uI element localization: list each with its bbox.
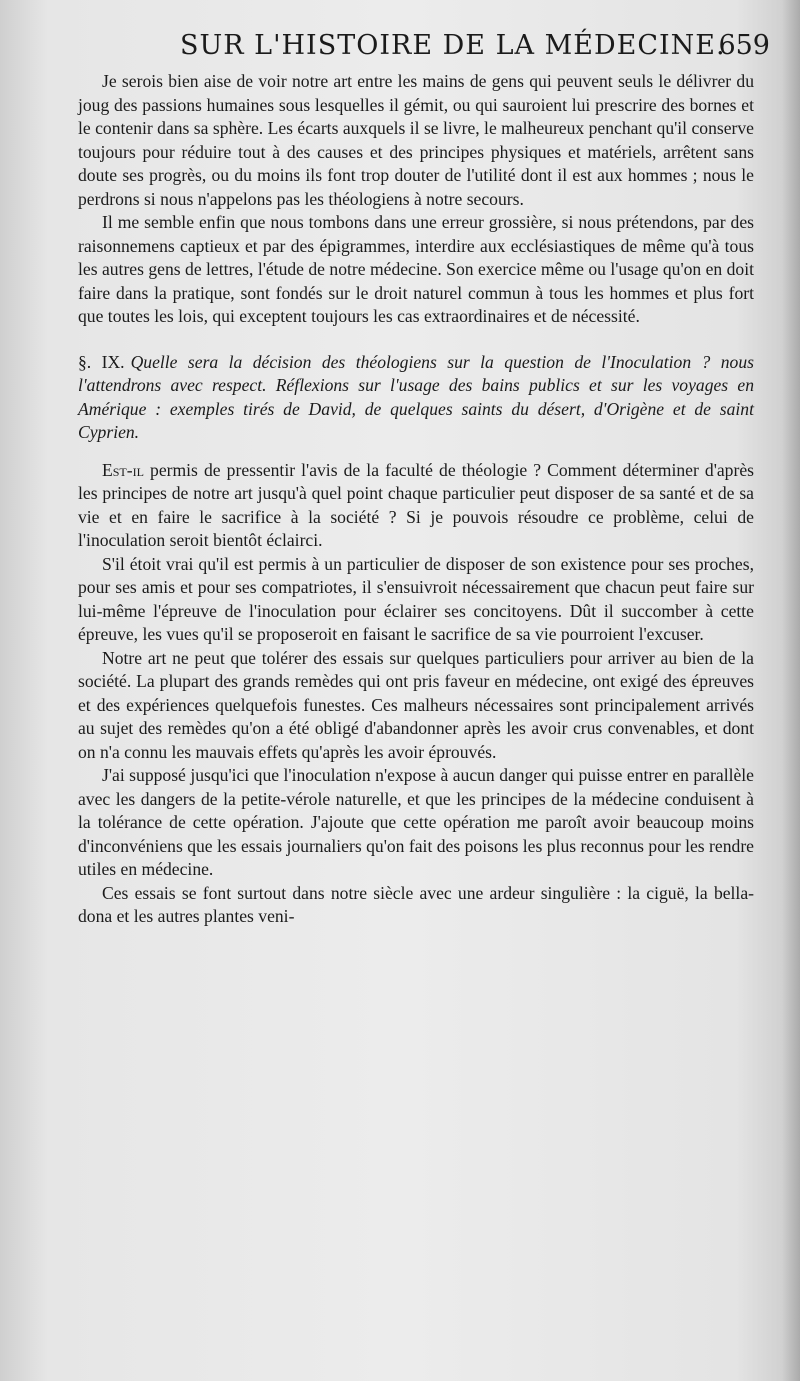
page-number: 659: [718, 30, 770, 61]
paragraph-lead: Est-il: [102, 459, 144, 480]
page-header: [150, 30, 770, 66]
section-heading: [78, 351, 754, 445]
running-head: SUR L'HISTOIRE DE LA MÉDECINE.: [180, 30, 726, 61]
section-title: Quelle sera la décision des théologiens sur la question de l'Inoculation ? nous l'attendrons avec respect. Réflexions sur l'usage des bains publics et sur les voyages en Amérique : exemples tirés de David, de quelques saints du désert, d'Origène et de saint Cyprien.: [78, 351, 754, 442]
paragraph-5: Notre art ne peut que tolérer des essais sur quelques particuliers pour arriver au bien de la société. La plupart des grands remèdes qui ont pris faveur en médecine, ont exigé des épreuves et des expériences quelquefois funestes. Ces malheurs nécessaires sont principalement arrivés au sujet des remèdes qu'on a été obligé d'abandonner après les avoir crus convenables, et dont on n'a connu les mauvais effets qu'après les avoir éprouvés.: [78, 647, 754, 762]
paragraph-2: Il me semble enfin que nous tombons dans une erreur grossière, si nous prétendons, par des raisonnemens captieux et par des épigrammes, interdire aux ecclésiastiques de même qu'à tous les autres gens de lettres, l'étude de notre médecine. Son exercice même ou l'usage qu'on en doit faire dans la pratique, sont fondés sur le droit naturel commun à tous les hommes et plus fort que toutes les lois, qui exceptent toujours les cas extraordinaires et de nécessité.: [78, 212, 754, 326]
paragraph-4: S'il étoit vrai qu'il est permis à un particulier de disposer de son existence pour ses proches, pour ses amis et pour ses compatriotes, il s'ensuivroit nécessairement que chacun peut faire sur lui-même l'épreuve de l'inoculation pour éclairer ses concitoyens. Dût il succomber à cette épreuve, les vues qu'il se proposeroit en faisant le sacrifice de sa vie pourroient l'excuser.: [78, 553, 754, 644]
body-text: [78, 70, 754, 929]
paragraph-text: permis de pressentir l'avis de la faculté de théologie ? Comment déterminer d'après les principes de notre art jusqu'à quel point chaque particulier peut disposer de sa santé et de sa vie et en faire le sacrifice à la société ? Si je pouvois résoudre ce problème, celui de l'inoculation seroit bientôt éclairci.: [78, 459, 754, 550]
paragraph-3: [78, 459, 754, 553]
paragraph-1: Je serois bien aise de voir notre art entre les mains de gens qui peuvent seuls le délivrer du joug des passions humaines sous lesquelles il gémit, ou qui sauroient lui prescrire des bornes et le contenir dans sa sphère. Les écarts auxquels il se livre, le malheureux penchant qu'il conserve toujours pour réduire tout à des causes et des principes physiques et matériels, arrêtent sans doute ses progrès, ou du moins ils font trop douter de l'utilité dont il est aux hommes ; nous le perdrons si nous n'appelons pas les théologiens à notre secours.: [78, 71, 754, 209]
section-number: §. IX.: [78, 351, 125, 372]
paragraph-6: J'ai supposé jusqu'ici que l'inoculation n'expose à aucun danger qui puisse entrer en parallèle avec les dangers de la petite-vérole naturelle, et que les principes de la médecine conduisent à la tolérance de cette opération. J'ajoute que cette opération me paroît avoir beaucoup moins d'inconvéniens que les essais journaliers qu'on fait des poisons les plus reconnus pour les rendre utiles en médecine.: [78, 765, 754, 879]
paragraph-7: Ces essais se font surtout dans notre siècle avec une ardeur singulière : la ciguë, la bella-dona et les autres plantes veni-: [78, 882, 754, 926]
